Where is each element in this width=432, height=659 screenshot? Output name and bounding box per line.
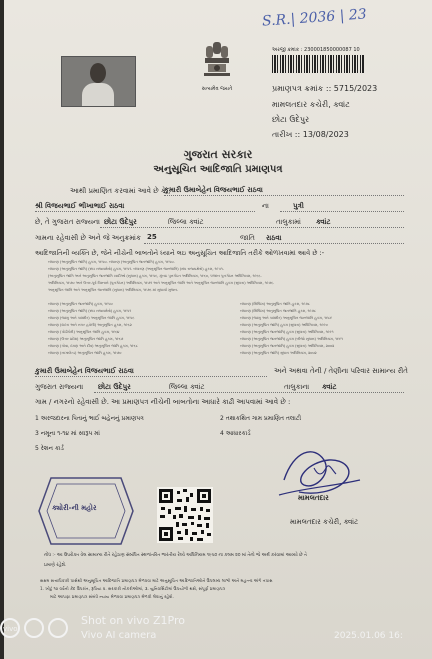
resident-name-rule xyxy=(35,376,267,377)
resident-name: કુમારી ઉમાબેહેન વિજયભાઈ રાઠવા xyxy=(35,367,134,375)
issuer-district: છોટા ઉદેપુર xyxy=(272,115,310,124)
bottom-line-3: માટે આપણા પ્રમાણપત્ર સંબંધે ન્યાય મેળવવા પ્રમાણપત્ર મેળવી લેવાનું રહેશે. xyxy=(50,594,174,599)
order-right-2: બંધારણ (સિક્કિમ) અનુસૂચિત જનજાતિ હુકમ, ૧૯૭૮ xyxy=(240,309,316,313)
issuer-office: મામલતદાર કચેરી, ક્વાંટ xyxy=(272,100,350,109)
relation-rule xyxy=(280,211,404,212)
photo-face xyxy=(90,63,106,83)
photo-body xyxy=(82,83,114,106)
resident-district-value: છોટા ઉદેપુર xyxy=(98,383,131,391)
order-right-5: બંધારણ (અનુસૂચિત જનજાતિ) હુકમ (સુધારા) અધિનિયમ, ૧૯૯૧ xyxy=(240,330,334,334)
legal-text-line: અધિનિયમ, ૧૯૭૦ અને ઉત્તર-પૂર્વ વિસ્તારો (પુનર્ગઠન) અધિનિયમ, ૧૯૭૧ અને અનુસૂચિત જાતિ અને અનુસૂચિત જનજાતિ હુકમ (સુધારા) અધિનિયમ, ૧૯૭૬. xyxy=(48,281,275,285)
district-label: જિલ્લા ક્વાંટ xyxy=(168,218,204,226)
vivo-logo-icon xyxy=(0,614,72,642)
officer-title: મામલતદાર xyxy=(298,494,329,502)
holder-name-rule xyxy=(164,195,404,196)
order-left-7: બંધારણ (ગોવા, દમણ અને દીવ) અનુસૂચિત જાતિ હુકમ, ૧૯૬૮ xyxy=(48,344,138,348)
serial-value: 25 xyxy=(147,233,157,241)
district-value: છોટા ઉદેપુર xyxy=(104,218,137,226)
caste-label: જાતિ xyxy=(240,234,255,242)
legal-text-line: બંધારણ (અનુસૂચિત જાતિ) હુકમ, ૧૯૫૦. બંધારણ (અનુસૂચિત જનજાતિ) હુકમ, ૧૯૫૦. xyxy=(48,260,175,264)
serial-rule xyxy=(144,243,404,244)
order-left-3: બંધારણ (જમ્મુ અને કાશ્મીર) અનુસૂચિત જાતિ હુકમ, ૧૯૫૬ xyxy=(48,316,135,320)
village-label: ગામના રહેવાસી છે અને જે અનુક્રમાંક xyxy=(35,234,141,242)
resident-taluka-value: ક્વાંટ xyxy=(322,383,337,391)
certificate-title: અનુસૂચિત આદિજાતિ પ્રમાણપત્ર xyxy=(153,164,283,175)
parent-name: શ્રી વિજયભાઈ ભીખાભાઈ રાઠવા xyxy=(35,202,125,210)
caste-value: રાઠવા xyxy=(266,234,282,242)
holder-name: કુમારી ઉમાબેહેન વિજયભાઈ રાઠવા xyxy=(164,186,263,194)
resident-taluka-label: તાલુકાના xyxy=(284,383,310,391)
qr-code xyxy=(157,487,213,543)
certificate-number: પ્રમાણપત્ર ક્રમાંક :: 5715/2023 xyxy=(272,84,378,93)
relation-value: પુત્રી xyxy=(293,202,304,210)
officer-office: મામલતદાર કચેરી, ક્વાંટ xyxy=(290,518,359,526)
order-left-1: બંધારણ (અનુસૂચિત જનજાતિ) હુકમ, ૧૯૫૦ xyxy=(48,302,113,306)
stamp-label: ક્યોરી-ની મહોર xyxy=(52,504,97,512)
basis-left-3: 5 રેશન કાર્ડ xyxy=(35,445,64,452)
taluka-value: ક્વાંટ xyxy=(316,218,331,226)
note-line-2: પ્રમાણે રહેશે. xyxy=(44,563,67,568)
emblem-caption: સત્યમેવ જયતે xyxy=(201,86,233,92)
legal-text-line: અનુસૂચિત જાતિ અને અનુસૂચિત જનજાતિ (સુધારા) અધિનિયમ, ૧૯૭૬ માં સુધાર્યા મુજબ. xyxy=(48,288,179,292)
basis-left-1: 1 અરજદારના પિતાનું ભાઈ બહેનનું પ્રમાણપત્ર xyxy=(35,415,144,422)
legal-text-line: (અનુસૂચિત જાતિ અને અનુસૂચિત જનજાતિ યાદીઓ (સુધારા) હુકમ, ૧૯૫૬, મુંબઇ પુનર્ગઠન અધિનિયમ, ૧૯૬૦, પંજાબ પુનર્ગઠન અધિનિયમ, ૧૯૬૬. xyxy=(48,274,262,278)
application-number: અરજી ક્રમાંક : 230001850000087 10 xyxy=(272,47,360,53)
resident-suffix: અને અથવા તેની / તેણીના પરિવાર સામાન્ય રીતે xyxy=(274,367,408,375)
holder-photo xyxy=(61,56,136,107)
order-right-3: બંધારણ (જમ્મુ અને કાશ્મીર) અનુસૂચિત જનજાતિ હુકમ, ૧૯૮૯ xyxy=(240,316,333,320)
resident-state: ગુજરાત રાજ્યના xyxy=(35,383,84,391)
handwritten-note: S.R.| 2036 | 23 xyxy=(261,6,368,30)
order-left-5: બંધારણ (પોંડીચેરી) અનુસૂચિત જાતિ હુકમ, ૧૯૬૪ xyxy=(48,330,120,334)
order-left-2: બંધારણ (અનુસૂચિત જાતિ) (સંઘ રાજ્યક્ષેત્રો) હુકમ, ૧૯૫૧ xyxy=(48,309,132,313)
legal-text-line: બંધારણ (અનુસૂચિત જાતિ) (સંઘ રાજ્યક્ષેત્રો) હુકમ, ૧૯૫૧. બંધારણ (અનુસૂચિત જનજાતિ) (સંઘ રાજ્યક્ષેત્રો) હુકમ, ૧૯૫૧. xyxy=(48,267,224,271)
intro-text: આથી પ્રમાણિત કરવામાં આવે છે કે , xyxy=(70,187,171,195)
note-line-1: નોંધ :- આ ઉપરોક્ત વેલ સામાન્ય રીતે રહેઠાણ સંબંધિત સ્થળાંતરિત ભારતીય રેલ્વે અધિનિયમ ૧૯૫૦ ના કલમ ૨૦ માં તેનો જે અર્થ કરવામાં આવ્યો છે તે xyxy=(44,553,307,558)
order-right-1: બંધારણ (સિક્કિમ) અનુસૂચિત જાતિ હુકમ, ૧૯૭૮ xyxy=(240,302,310,306)
order-right-6: બંધારણ (અનુસૂચિત જનજાતિ) હુકમ (બીજો સુધારા) અધિનિયમ, ૧૯૯૧ xyxy=(240,337,343,341)
camera-watermark: Shot on vivo Z1Pro xyxy=(81,614,185,627)
location-rule xyxy=(100,227,404,228)
application-barcode xyxy=(272,55,364,73)
tribe-line: આદિજાતિની વ્યક્તિ છે, જેને નીચેની બાબતોને ધ્યાને લઇ અનુસૂચિત આદિજાતિ તરીકે ઓળખવામાં આવે છે :- xyxy=(35,249,325,257)
bottom-line-1: સક્ષમ સત્તાધિકારી પાસેથી અનુસૂચિત આદિજાતિ પ્રમાણપત્ર મેળવવા માટે અનુસૂચિત આદિજાતિઓને ઉપલબ્ધ લાભો અને મહત્ત્વ અંગે તપાસ xyxy=(40,578,273,583)
bottom-line-2: 1. ખોટું ૧૦ વર્ષની કેદ ઉપરાંત, રૂપિયા ૨. સરકારી નોકરીઓમાં, ૩. યુનિવર્સિટીમાં ઉપયોગી થશે, સંપૂર્ણ પ્રમાણપત્ર xyxy=(40,586,226,591)
camera-watermark-sub: Vivo AI camera xyxy=(81,630,157,641)
order-right-7: બંધારણ (અનુસૂચિત જનજાતિ) હુકમ (સુધારા) અધિનિયમ, ૨૦૦૨ xyxy=(240,344,335,348)
order-left-4: બંધારણ (દાદરા અને નગર હવેલી) અનુસૂચિત હુકમ, ૧૯૬૨ xyxy=(48,323,132,327)
order-right-8: બંધારણ (અનુસૂચિત જાતિ) સુધારા અધિનિયમ, ૨૦૦૨ xyxy=(240,351,317,355)
parent-name-rule xyxy=(35,211,255,212)
certificate-date: તારીખ :: 13/08/2023 xyxy=(272,130,349,139)
relation-label: ના xyxy=(262,202,269,210)
order-left-8: બંધારણ (નાગાલેન્ડ) અનુસૂચિત જાતિ હુકમ, ૧૯૭૦ xyxy=(48,351,122,355)
order-right-4: બંધારણ (અનુસૂચિત જાતિ) હુકમ (સુધારા) અધિનિયમ, ૧૯૯૦ xyxy=(240,323,328,327)
basis-left-2: 3 નમૂના ૧-૧૪ માં સ્વરૂપ માં xyxy=(35,430,100,437)
basis-right-2: 4 આધારકાર્ડ xyxy=(220,430,251,437)
government-title: ગુજરાત સરકાર xyxy=(183,148,253,161)
basis-right-1: 2 તથાકથિત ગામ પ્રમાણિત તલાટી xyxy=(220,415,302,422)
purpose-line: ગામ / નગરનો રહેવાસી છે. આ પ્રમાણપત્ર નીચેની બાબતોના આધારે કાઢી આપવામાં આવે છે : xyxy=(35,398,291,406)
resident-district-label: જિલ્લા ક્વાંટ xyxy=(169,383,205,391)
camera-timestamp: 2025.01.06 16: xyxy=(334,631,403,641)
order-left-6: બંધારણ (ઉત્તર પ્રદેશ) અનુસૂચિત જાતિ હુકમ, ૧૯૬૭ xyxy=(48,337,124,341)
svg-text:vivo: vivo xyxy=(3,625,18,633)
certificate-page xyxy=(4,0,432,659)
resident-location-rule xyxy=(94,392,404,393)
national-emblem-icon xyxy=(199,40,235,88)
taluka-label: તાલુકામાં xyxy=(276,218,301,226)
state-label: છે, તે ગુજરાત રાજ્યના xyxy=(35,218,100,226)
